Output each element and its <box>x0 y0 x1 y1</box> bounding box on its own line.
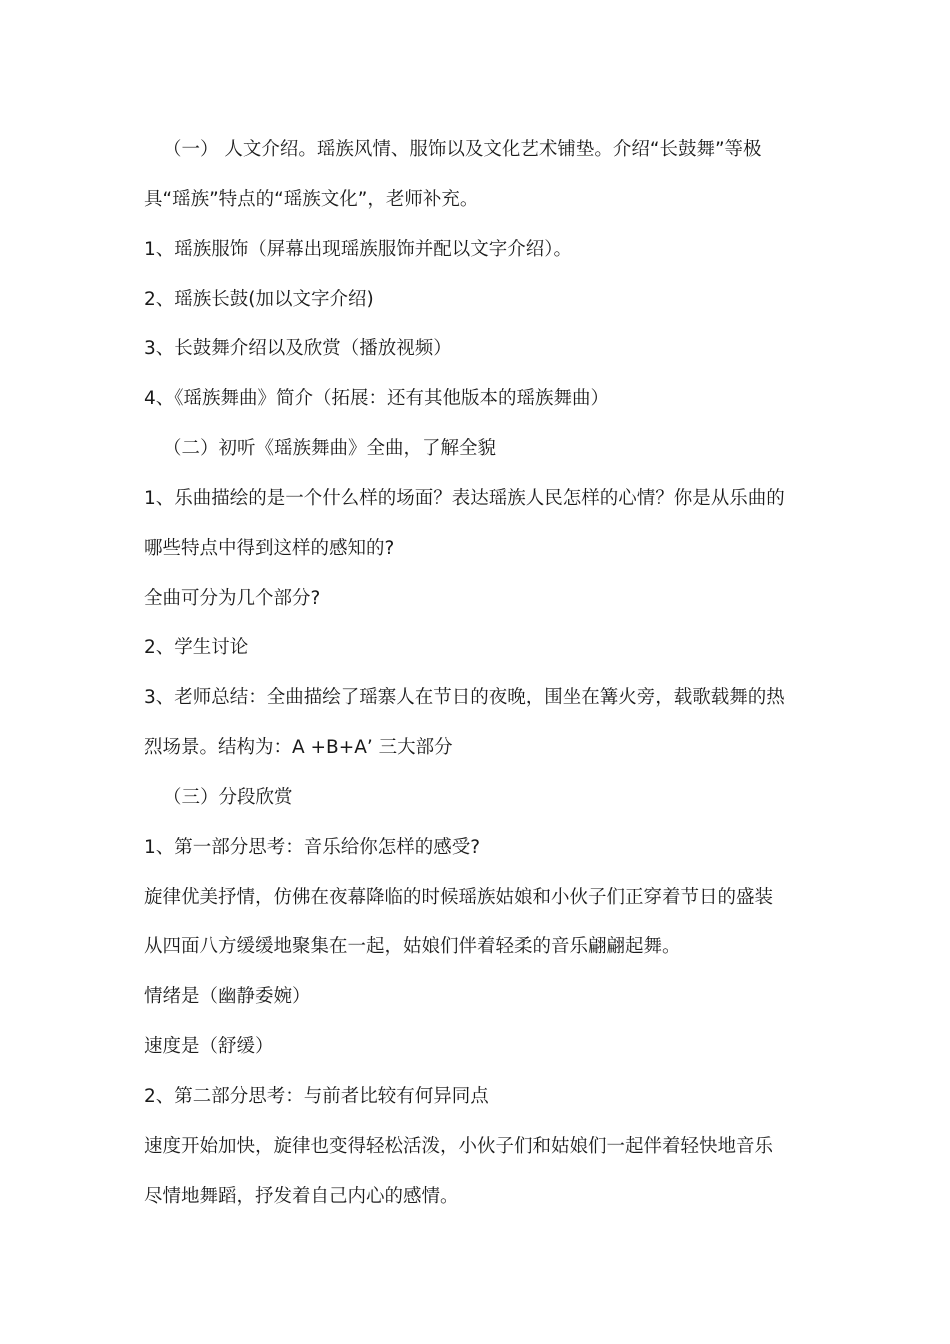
paragraph-line: 旋律优美抒情，仿佛在夜幕降临的时候瑶族姑娘和小伙子们正穿着节日的盛装 <box>144 887 774 908</box>
paragraph-line: 情绪是（幽静委婉） <box>144 986 311 1007</box>
list-item: 1、瑶族服饰（屏幕出现瑶族服饰并配以文字介绍）。 <box>144 239 573 260</box>
list-item: 3、老师总结：全曲描绘了瑶寨人在节日的夜晚，围坐在篝火旁，载歌载舞的热 <box>144 687 785 708</box>
section-heading: （三）分段欣赏 <box>163 787 293 808</box>
list-item: 2、第二部分思考：与前者比较有何异同点 <box>144 1086 489 1107</box>
paragraph-line: 从四面八方缓缓地聚集在一起，姑娘们伴着轻柔的音乐翩翩起舞。 <box>144 936 681 957</box>
paragraph-line: 速度是（舒缓） <box>144 1036 274 1057</box>
list-item: 1、第一部分思考：音乐给你怎样的感受? <box>144 837 481 858</box>
paragraph-line: 尽情地舞蹈，抒发着自己内心的感情。 <box>144 1186 459 1207</box>
paragraph-line: 具“瑶族”特点的“瑶族文化”，老师补充。 <box>144 189 479 210</box>
list-item: 4、《瑶族舞曲》简介（拓展：还有其他版本的瑶族舞曲） <box>144 388 610 409</box>
paragraph-line: 速度开始加快，旋律也变得轻松活泼，小伙子们和姑娘们一起伴着轻快地音乐 <box>144 1136 774 1157</box>
section-heading: （二）初听《瑶族舞曲》全曲，了解全貌 <box>163 438 497 459</box>
paragraph-line: 全曲可分为几个部分? <box>144 588 321 609</box>
list-item: 2、瑶族长鼓(加以文字介绍) <box>144 289 374 310</box>
list-item: 2、学生讨论 <box>144 637 249 658</box>
list-item: 3、长鼓舞介绍以及欣赏（播放视频） <box>144 338 452 359</box>
list-item: 1、乐曲描绘的是一个什么样的场面？表达瑶族人民怎样的心情？你是从乐曲的 <box>144 488 785 509</box>
paragraph-line: 烈场景。结构为：A +B+A’ 三大部分 <box>144 737 453 758</box>
paragraph-line: （一） 人文介绍。瑶族风情、服饰以及文化艺术铺垫。介绍“长鼓舞”等极 <box>163 139 762 160</box>
paragraph-line: 哪些特点中得到这样的感知的? <box>144 538 395 559</box>
